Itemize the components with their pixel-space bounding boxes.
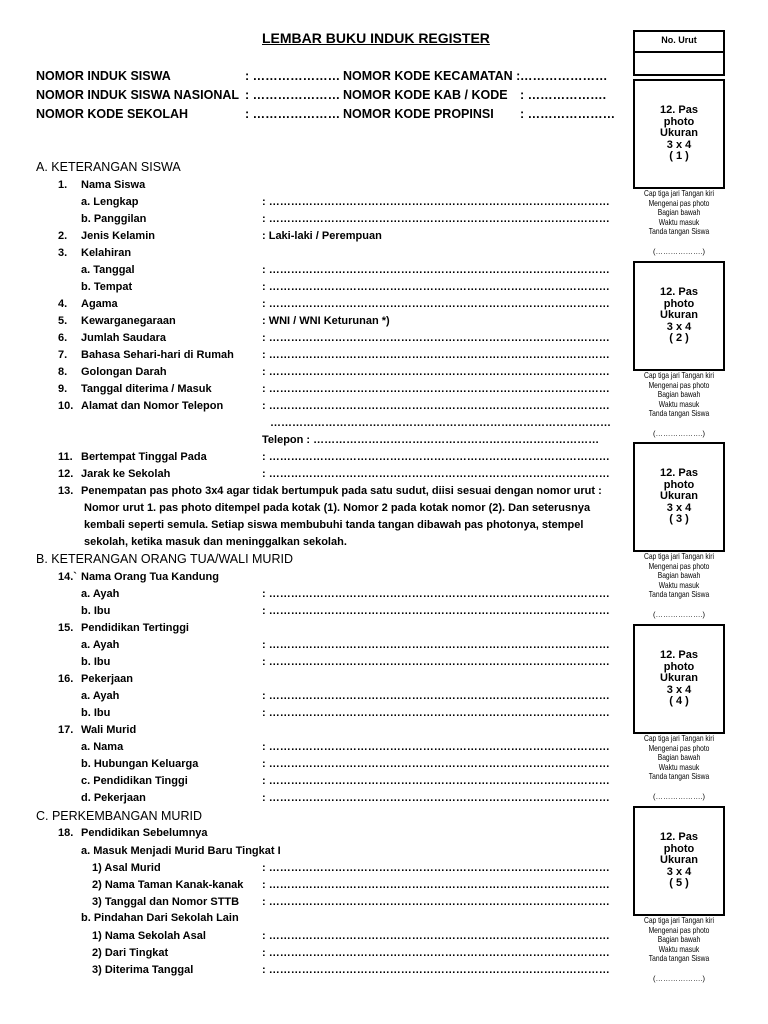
item-label: 3) Diterima Tanggal — [92, 964, 194, 976]
item-number: 2. — [58, 230, 68, 242]
section-title: C. PERKEMBANGAN MURID — [36, 809, 202, 823]
caption-line: Mengenai pas photo — [648, 561, 710, 571]
item-label: Golongan Darah — [81, 366, 167, 378]
item-label: b. Hubungan Keluarga — [81, 758, 199, 770]
caption-line: Mengenai pas photo — [648, 380, 710, 390]
item-number: 6. — [58, 332, 68, 344]
item-number: 12. — [58, 468, 74, 480]
caption-line: Waktu masuk — [658, 399, 700, 409]
item-value: : WNI / WNI Keturunan *) — [262, 315, 390, 327]
header-label: NOMOR KODE KECAMATAN : — [343, 69, 521, 83]
item-number: 14.` — [58, 571, 77, 583]
item-value: ………………………………………………………………………………… — [270, 417, 611, 429]
photo-caption — [641, 371, 716, 419]
photo-label: 12. Pas — [660, 649, 698, 661]
caption-line: Bagian bawah — [657, 753, 701, 763]
no-urut-divider — [635, 51, 723, 53]
item-label: Pendidikan Tertinggi — [81, 622, 189, 634]
item-label: Wali Murid — [81, 724, 137, 736]
caption-line: Bagian bawah — [657, 935, 701, 945]
item-label: a. Nama — [81, 741, 124, 753]
caption-line: Mengenai pas photo — [648, 925, 710, 935]
header-value: : ………………… — [245, 88, 341, 102]
item-label: Bahasa Sehari-hari di Rumah — [81, 349, 234, 361]
photo-label: 12. Pas — [660, 286, 698, 298]
photo-box — [633, 624, 725, 734]
item-value: : ………………………………………………………………………………… — [262, 213, 610, 225]
signature-line: (……………….) — [652, 429, 706, 438]
item-label: Pekerjaan — [81, 673, 133, 685]
signature-line: (……………….) — [652, 247, 706, 256]
photo-caption — [641, 552, 716, 600]
item-number: 18. — [58, 827, 74, 839]
photo-label: 12. Pas — [660, 467, 698, 479]
item-label: a. Tanggal — [81, 264, 135, 276]
note-line: Penempatan pas photo 3x4 agar tidak bertumpuk pada satu sudut, diisi sesuai dengan nomor urut : — [81, 485, 602, 497]
item-label: b. Panggilan — [81, 213, 147, 225]
item-value: : ………………………………………………………………………………… — [262, 930, 610, 942]
page-title: LEMBAR BUKU INDUK REGISTER — [262, 30, 490, 46]
header-value: ………………… — [520, 69, 608, 83]
section-title: B. KETERANGAN ORANG TUA/WALI MURID — [36, 552, 293, 566]
header-label: NOMOR INDUK SISWA — [36, 69, 171, 83]
photo-caption — [641, 189, 716, 237]
caption-line: Cap tiga jari Tangan kiri — [643, 189, 715, 198]
item-value: : ………………………………………………………………………………… — [262, 741, 610, 753]
item-label: Alamat dan Nomor Telepon — [81, 400, 224, 412]
item-number: 10. — [58, 400, 74, 412]
item-label: Tanggal diterima / Masuk — [81, 383, 212, 395]
photo-label: ( 5 ) — [669, 877, 689, 889]
header-value: : ………………. — [520, 88, 607, 102]
note-line: kembali seperti semula. Setiap siswa membubuhi tanda tangan dibawah pas photonya, stempel — [84, 519, 584, 531]
photo-label: 3 x 4 — [666, 683, 692, 696]
item-label: a. Ayah — [81, 690, 120, 702]
photo-label: photo — [663, 842, 695, 855]
item-label: 2) Dari Tingkat — [92, 947, 169, 959]
item-label: 3) Tanggal dan Nomor STTB — [92, 896, 240, 908]
caption-line: Tanda tangan Siswa — [648, 409, 710, 419]
photo-caption — [641, 734, 716, 782]
item-label: Agama — [81, 298, 118, 310]
photo-label: photo — [663, 297, 695, 310]
no-urut-box — [633, 30, 725, 76]
item-number: 3. — [58, 247, 68, 259]
item-label: 1) Asal Murid — [92, 862, 161, 874]
item-number: 17. — [58, 724, 74, 736]
caption-line: Bagian bawah — [657, 571, 701, 581]
photo-label: ( 3 ) — [669, 513, 689, 525]
item-value: : ………………………………………………………………………………… — [262, 588, 610, 600]
item-label: c. Pendidikan Tinggi — [81, 775, 188, 787]
photo-caption — [641, 916, 716, 964]
caption-line: Bagian bawah — [657, 208, 701, 218]
photo-label: Ukuran — [660, 127, 698, 139]
item-value: : ………………………………………………………………………………… — [262, 400, 610, 412]
item-value: : ………………………………………………………………………………… — [262, 707, 610, 719]
photo-label: photo — [663, 115, 695, 128]
photo-label: 3 x 4 — [666, 138, 692, 151]
item-value: : ………………………………………………………………………………… — [262, 758, 610, 770]
item-label: a. Ayah — [81, 639, 120, 651]
photo-label: 12. Pas — [660, 831, 698, 843]
item-label: Kewarganegaraan — [81, 315, 176, 327]
caption-line: Cap tiga jari Tangan kiri — [643, 371, 715, 380]
header-label: NOMOR KODE SEKOLAH — [36, 107, 189, 121]
photo-box — [633, 261, 725, 371]
header-label: NOMOR KODE KAB / KODE — [343, 88, 508, 102]
item-value: : ………………………………………………………………………………… — [262, 264, 610, 276]
note-line: Nomor urut 1. pas photo ditempel pada kotak (1). Nomor 2 pada kotak nomor (2). Dan seterusnya — [84, 502, 591, 514]
caption-line: Waktu masuk — [658, 217, 700, 227]
caption-line: Mengenai pas photo — [648, 198, 710, 208]
photo-label: Ukuran — [660, 490, 698, 502]
item-number: 5. — [58, 315, 68, 327]
caption-line: Cap tiga jari Tangan kiri — [643, 552, 715, 561]
no-urut-label: No. Urut — [661, 35, 697, 45]
photo-label: ( 2 ) — [669, 332, 689, 344]
header-label: NOMOR KODE PROPINSI — [343, 107, 494, 121]
item-number: 16. — [58, 673, 74, 685]
item-label: a. Ayah — [81, 588, 120, 600]
item-value: : ………………………………………………………………………………… — [262, 281, 610, 293]
photo-label: photo — [663, 660, 695, 673]
item-label: b. Ibu — [81, 656, 111, 668]
item-number: 9. — [58, 383, 68, 395]
caption-line: Bagian bawah — [657, 390, 701, 400]
photo-box — [633, 442, 725, 552]
signature-line: (……………….) — [652, 792, 706, 801]
item-value: : ………………………………………………………………………………… — [262, 879, 610, 891]
photo-box — [633, 79, 725, 189]
item-value: : Laki-laki / Perempuan — [262, 230, 382, 242]
caption-line: Tanda tangan Siswa — [648, 227, 710, 237]
item-label: 2) Nama Taman Kanak-kanak — [92, 879, 244, 891]
item-value: : ………………………………………………………………………………… — [262, 451, 610, 463]
item-label: Bertempat Tinggal Pada — [81, 451, 207, 463]
item-number: 4. — [58, 298, 68, 310]
item-number: 13. — [58, 485, 74, 497]
item-label: Nama Siswa — [81, 179, 146, 191]
header-value: : ………………… — [245, 69, 341, 83]
item-label: Jumlah Saudara — [81, 332, 166, 344]
item-value: : ………………………………………………………………………………… — [262, 639, 610, 651]
header-label: NOMOR INDUK SISWA NASIONAL — [36, 88, 240, 102]
photo-label: ( 4 ) — [669, 695, 689, 707]
item-label: b. Tempat — [81, 281, 133, 293]
item-label: 1) Nama Sekolah Asal — [92, 930, 206, 942]
item-value: : ………………………………………………………………………………… — [262, 964, 610, 976]
item-value: : ………………………………………………………………………………… — [262, 196, 610, 208]
caption-line: Waktu masuk — [658, 762, 700, 772]
photo-label: 3 x 4 — [666, 320, 692, 333]
item-value: : ………………………………………………………………………………… — [262, 349, 610, 361]
caption-line: Tanda tangan Siswa — [648, 590, 710, 600]
caption-line: Mengenai pas photo — [648, 743, 710, 753]
item-label: b. Ibu — [81, 605, 111, 617]
photo-label: Ukuran — [660, 672, 698, 684]
item-number: 1. — [58, 179, 68, 191]
header-value: : ………………… — [520, 107, 616, 121]
item-label: Pendidikan Sebelumnya — [81, 827, 208, 839]
item-label: a. Lengkap — [81, 196, 139, 208]
caption-line: Cap tiga jari Tangan kiri — [643, 734, 715, 743]
item-label: Nama Orang Tua Kandung — [81, 571, 219, 583]
section-title: A. KETERANGAN SISWA — [36, 160, 181, 174]
item-value: : ………………………………………………………………………………… — [262, 298, 610, 310]
item-value: Telepon : …………………………………………………………………… — [262, 434, 600, 446]
caption-line: Tanda tangan Siswa — [648, 772, 710, 782]
caption-line: Waktu masuk — [658, 944, 700, 954]
item-value: : ………………………………………………………………………………… — [262, 468, 610, 480]
item-value: : ………………………………………………………………………………… — [262, 690, 610, 702]
item-label: d. Pekerjaan — [81, 792, 146, 804]
item-value: : ………………………………………………………………………………… — [262, 792, 610, 804]
item-value: : ………………………………………………………………………………… — [262, 605, 610, 617]
photo-label: 3 x 4 — [666, 865, 692, 878]
item-number: 15. — [58, 622, 74, 634]
item-value: : ………………………………………………………………………………… — [262, 862, 610, 874]
photo-label: ( 1 ) — [669, 150, 689, 162]
item-label: b. Pindahan Dari Sekolah Lain — [81, 912, 239, 924]
signature-line: (……………….) — [652, 610, 706, 619]
photo-label: 12. Pas — [660, 104, 698, 116]
item-value: : ………………………………………………………………………………… — [262, 896, 610, 908]
item-value: : ………………………………………………………………………………… — [262, 332, 610, 344]
item-label: Jenis Kelamin — [81, 230, 155, 242]
photo-label: photo — [663, 478, 695, 491]
item-number: 11. — [58, 451, 73, 463]
caption-line: Waktu masuk — [658, 580, 700, 590]
item-number: 8. — [58, 366, 68, 378]
item-label: b. Ibu — [81, 707, 111, 719]
photo-label: Ukuran — [660, 309, 698, 321]
caption-line: Cap tiga jari Tangan kiri — [643, 916, 715, 925]
item-value: : ………………………………………………………………………………… — [262, 656, 610, 668]
item-value: : ………………………………………………………………………………… — [262, 366, 610, 378]
item-label: Kelahiran — [81, 247, 132, 259]
photo-label: Ukuran — [660, 854, 698, 866]
signature-line: (……………….) — [652, 974, 706, 983]
caption-line: Tanda tangan Siswa — [648, 954, 710, 964]
item-value: : ………………………………………………………………………………… — [262, 947, 610, 959]
photo-label: 3 x 4 — [666, 501, 692, 514]
note-line: sekolah, ketika masuk dan meninggalkan sekolah. — [84, 536, 347, 548]
header-value: : ………………… — [245, 107, 341, 121]
item-label: Jarak ke Sekolah — [81, 468, 171, 480]
item-value: : ………………………………………………………………………………… — [262, 775, 610, 787]
item-number: 7. — [58, 349, 68, 361]
photo-box — [633, 806, 725, 916]
item-label: a. Masuk Menjadi Murid Baru Tingkat I — [81, 845, 281, 857]
item-value: : ………………………………………………………………………………… — [262, 383, 610, 395]
